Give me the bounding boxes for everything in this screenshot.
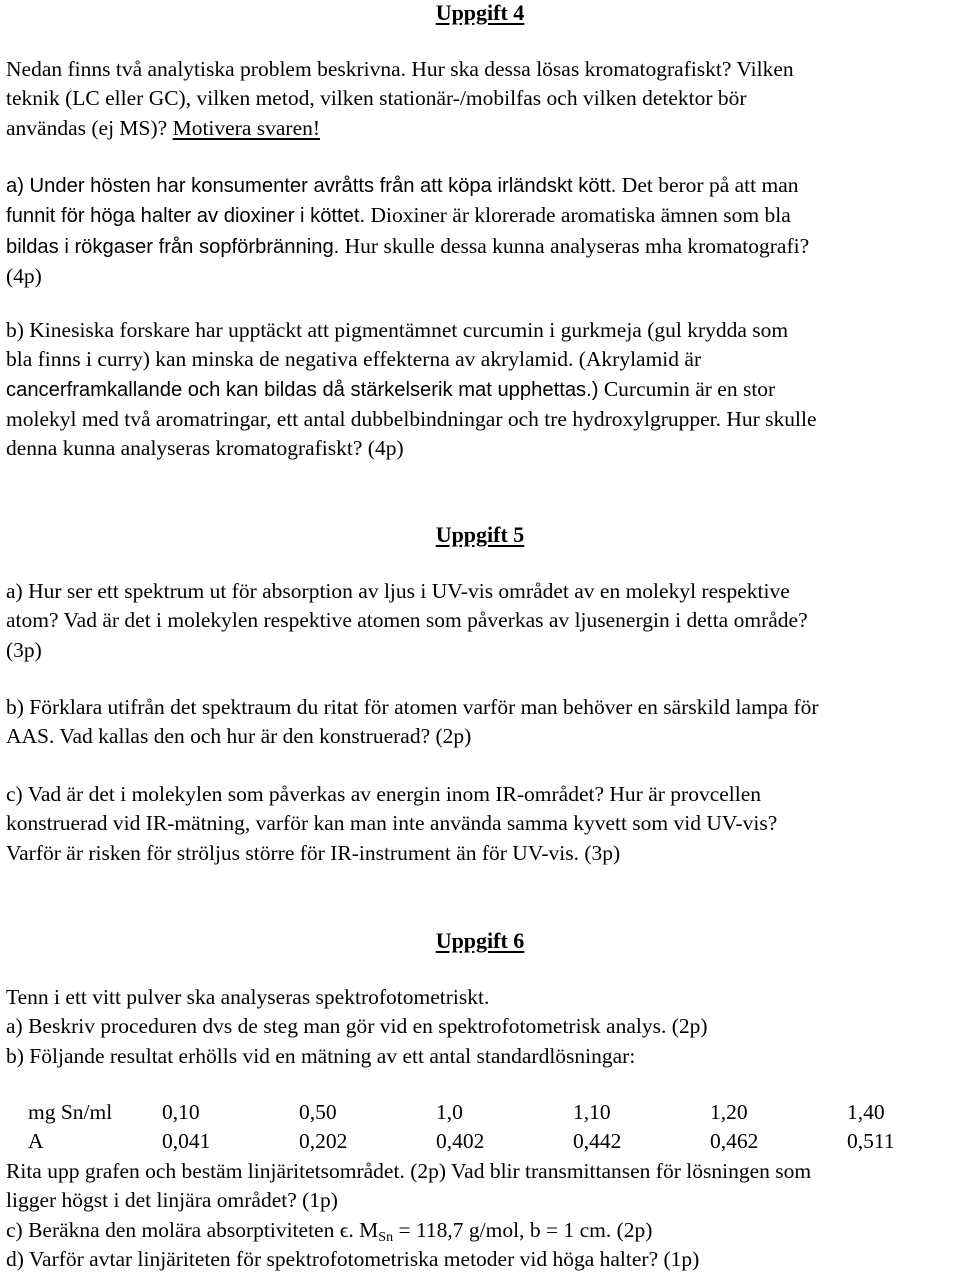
row-label-absorbance: A bbox=[28, 1129, 44, 1154]
table-cell: 0,041 bbox=[162, 1129, 211, 1154]
uppgift-4-intro bbox=[6, 55, 958, 143]
u6-c-subscript: Sn bbox=[378, 1229, 394, 1245]
table-cell: 0,511 bbox=[847, 1129, 895, 1154]
part-b-line-1: b) Kinesiska forskare har upptäckt att pigmentämnet curcumin i gurkmeja (gul krydda som bbox=[6, 318, 789, 342]
heading-uppgift-5: Uppgift 5 bbox=[435, 522, 525, 547]
part-a-line-1-sans: a) Under hösten har konsumenter avråtts från att köpa irländskt kött. bbox=[6, 175, 617, 197]
u5-b-line-1: b) Förklara utifrån det spektraum du ritat för atomen varför man behöver en särskild lampa för bbox=[6, 695, 819, 719]
part-b-line-3 bbox=[6, 375, 958, 405]
table-cell: 1,40 bbox=[847, 1100, 885, 1124]
table-cell: 0,402 bbox=[436, 1129, 485, 1154]
uppgift-5-part-c bbox=[6, 780, 958, 868]
u6-c-suffix: = 118,7 g/mol, b = 1 cm. (2p) bbox=[393, 1217, 653, 1242]
u5-c-line-2: konstruerad vid IR-mätning, varför kan man inte använda samma kyvett som vid UV-vis? bbox=[6, 811, 778, 836]
part-b-line-2: bla finns i curry) kan minska de negativa effekterna av akrylamid. (Akrylamid är bbox=[6, 347, 702, 372]
standard-solutions-table bbox=[6, 1098, 947, 1157]
part-b-line-5: denna kunna analyseras kromatografiskt? (4p) bbox=[6, 436, 404, 461]
table-cell: 1,0 bbox=[436, 1100, 463, 1124]
u6-bottom-line-2: ligger högst i det linjära området? (1p) bbox=[6, 1188, 338, 1213]
part-a-line-4: (4p) bbox=[6, 263, 42, 288]
intro-line-3-text: användas (ej MS)? bbox=[6, 115, 173, 140]
row-label-concentration: mg Sn/ml bbox=[28, 1100, 113, 1124]
part-a-line-3 bbox=[6, 232, 958, 262]
part-a-line-2-serif: Dioxiner är klorerade aromatiska ämnen som bla bbox=[365, 203, 791, 228]
intro-line-1: Nedan finns två analytiska problem beskrivna. Hur ska dessa lösas kromatografiskt? Vilken bbox=[6, 57, 794, 81]
uppgift-6-rest bbox=[6, 1157, 958, 1274]
u6-c-line bbox=[6, 1216, 958, 1245]
part-b-line-3-serif: Curcumin är en stor bbox=[598, 376, 776, 401]
u6-bottom-line-1: Rita upp grafen och bestäm linjäritetsområdet. (2p) Vad blir transmittansen för lösningen som bbox=[6, 1159, 812, 1183]
intro-line-2: teknik (LC eller GC), vilken metod, vilken stationär-/mobilfas och vilken detektor bör bbox=[6, 86, 747, 111]
u5-a-line-3: (3p) bbox=[6, 637, 42, 662]
table-cell: 1,10 bbox=[573, 1100, 611, 1124]
heading-uppgift-6: Uppgift 6 bbox=[435, 928, 525, 953]
part-a-line-1 bbox=[6, 171, 958, 201]
table-cell: 0,50 bbox=[299, 1100, 337, 1124]
table-cell: 0,202 bbox=[299, 1129, 348, 1154]
u5-b-line-2: AAS. Vad kallas den och hur är den konstruerad? (2p) bbox=[6, 724, 472, 749]
u5-a-line-2: atom? Vad är det i molekylen respektive atomen som påverkas av ljusenergin i detta område? bbox=[6, 608, 808, 633]
part-b-line-3-sans: cancerframkallande och kan bildas då stärkelserik mat upphettas.) bbox=[6, 378, 599, 401]
u6-line-1: Tenn i ett vitt pulver ska analyseras spektrofotometriskt. bbox=[6, 985, 490, 1009]
table-cell: 0,442 bbox=[573, 1129, 622, 1154]
table-row bbox=[6, 1127, 947, 1156]
part-b-line-4: molekyl med två aromatringar, ett antal dubbelbindningar och tre hydroxylgrupper. Hur skulle bbox=[6, 406, 817, 431]
part-a-line-2 bbox=[6, 201, 958, 231]
table-cell: 1,20 bbox=[710, 1100, 748, 1124]
uppgift-4-part-a bbox=[6, 171, 958, 291]
table-row bbox=[6, 1098, 947, 1127]
motivera-svaren-text: Motivera svaren! bbox=[172, 115, 321, 140]
u5-a-line-1: a) Hur ser ett spektrum ut för absorption av ljus i UV-vis området av en molekyl respektive bbox=[6, 579, 790, 603]
part-a-line-3-serif: Hur skulle dessa kunna analyseras mha kromatografi? bbox=[339, 233, 810, 258]
u5-c-line-1: c) Vad är det i molekylen som påverkas av energin inom IR-området? Hur är provcellen bbox=[6, 782, 762, 806]
uppgift-5-part-b bbox=[6, 693, 958, 752]
heading-uppgift-4: Uppgift 4 bbox=[435, 0, 525, 25]
table-cell: 0,10 bbox=[162, 1100, 200, 1124]
part-a-line-3-sans: bildas i rökgaser från sopförbränning. bbox=[6, 235, 340, 258]
uppgift-6-intro bbox=[6, 983, 958, 1071]
u6-c-prefix: c) Beräkna den molära absorptiviteten ϵ. M bbox=[6, 1217, 379, 1242]
u5-c-line-3: Varför är risken för ströljus större för IR-instrument än för UV-vis. (3p) bbox=[6, 840, 621, 865]
part-a-line-1-serif: Det beror på att man bbox=[616, 173, 799, 197]
intro-line-3 bbox=[6, 114, 958, 143]
uppgift-5-part-a bbox=[6, 577, 958, 665]
uppgift-4-part-b bbox=[6, 316, 958, 463]
table-cell: 0,462 bbox=[710, 1129, 759, 1154]
part-a-line-2-sans: funnit för höga halter av dioxiner i köttet. bbox=[6, 205, 366, 228]
u6-d-line: d) Varför avtar linjäriteten för spektrofotometriska metoder vid höga halter? (1p) bbox=[6, 1246, 700, 1271]
u6-line-3: b) Följande resultat erhölls vid en mätning av ett antal standardlösningar: bbox=[6, 1043, 636, 1068]
u6-line-2: a) Beskriv proceduren dvs de steg man gör vid en spektrofotometrisk analys. (2p) bbox=[6, 1014, 708, 1039]
